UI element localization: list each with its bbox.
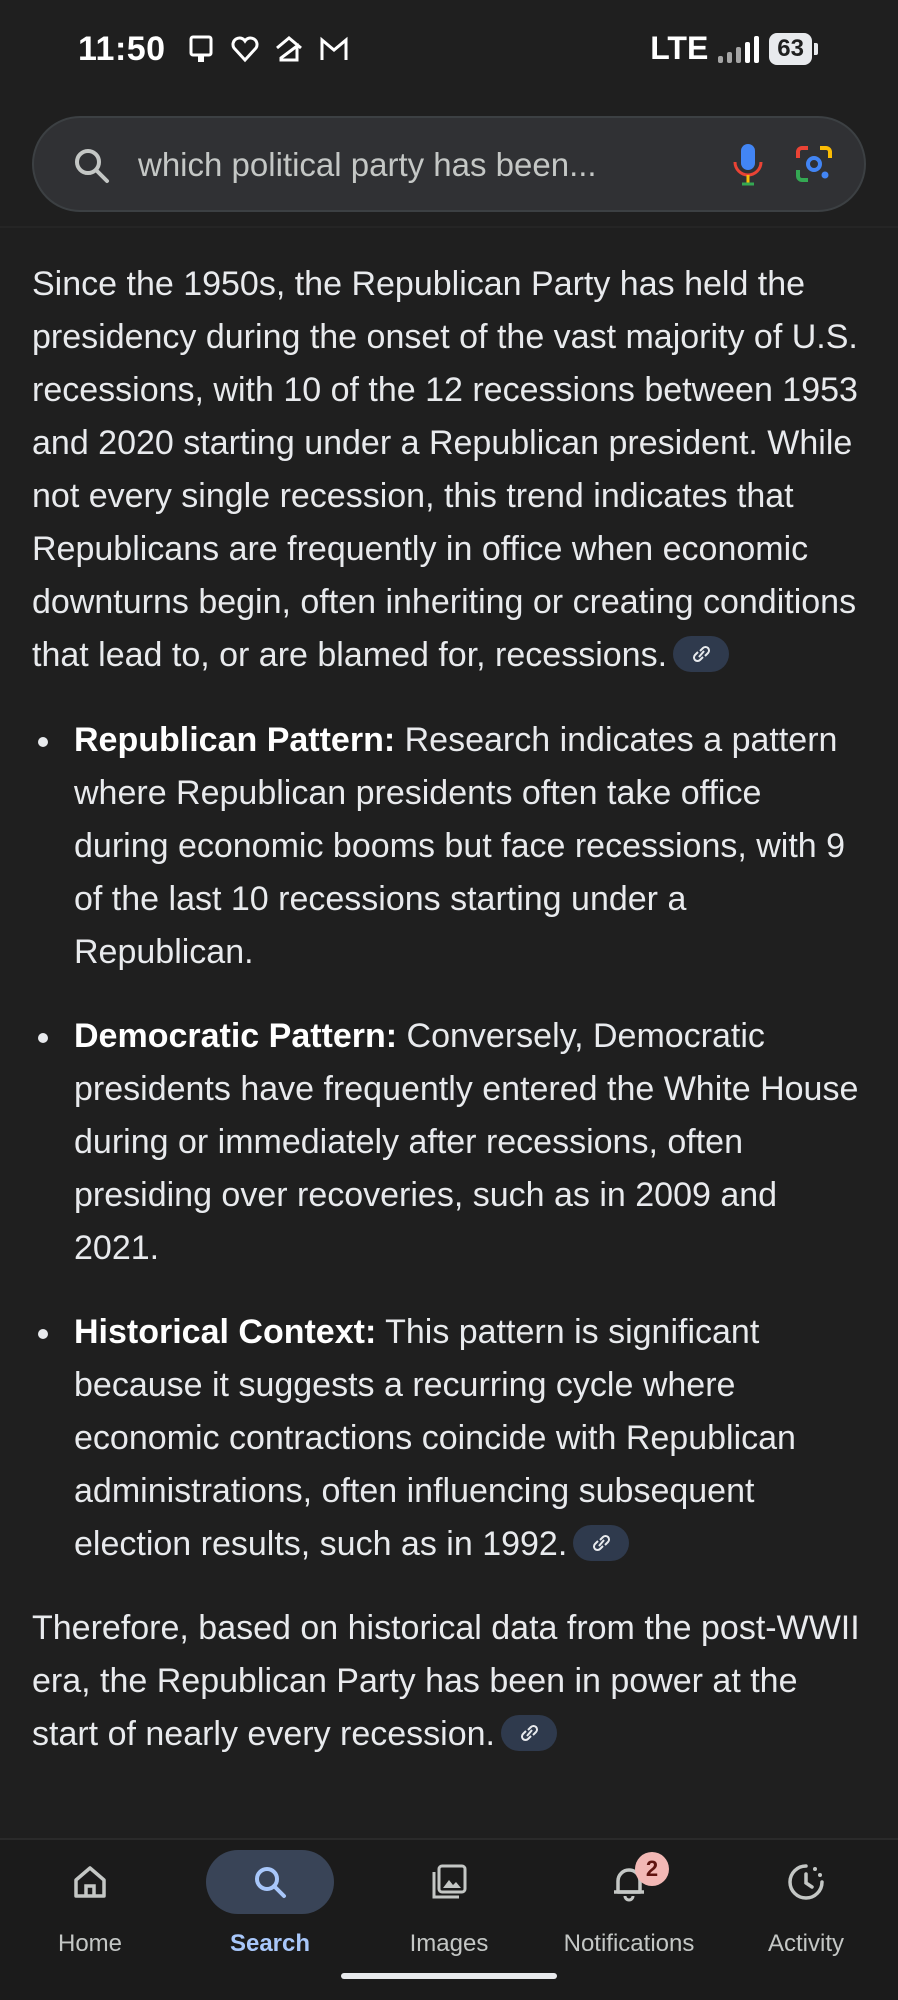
battery-icon [769, 33, 818, 65]
source-link-chip[interactable] [573, 1525, 629, 1561]
search-bar[interactable] [32, 116, 866, 212]
answer-intro: Since the 1950s, the Republican Party has held the presidency during the onset of the vast majority of U.S. recessions, with 10 of the 12 recessions between 1953 and 2020 starting under a Republican president. While not every single recession, this trend indicates that Republicans are frequently in office when economic downturns begin, often inheriting or creating conditions that lead to, or are blamed for, recessions. [32, 265, 858, 674]
source-link-chip[interactable] [501, 1715, 557, 1751]
source-link-chip[interactable] [673, 636, 729, 672]
status-time: 11:50 [78, 30, 166, 68]
search-query[interactable]: which political party has been... [138, 146, 597, 183]
search-icon [72, 146, 112, 186]
list-item: Historical Context: This pattern is significant because it suggests a recurring cycle where economic contractions coincide with Republican administrations, often influencing subsequent election results, such as in 1992. [32, 1306, 862, 1571]
home-icon [70, 1862, 110, 1902]
link-icon [518, 1723, 540, 1743]
list-item: Democratic Pattern: Conversely, Democratic presidents have frequently entered the White House during or immediately after recessions, often presiding over recoveries, such as in 2009 and 2021. [32, 1010, 862, 1275]
nav-images[interactable]: Images [359, 1840, 539, 1970]
lens-icon[interactable] [792, 142, 836, 186]
answer-conclusion: Therefore, based on historical data from the post-WWII era, the Republican Party has been in power at the start of nearly every recession. [32, 1609, 860, 1753]
mic-icon[interactable] [728, 140, 768, 192]
divider [0, 226, 898, 228]
nav-home[interactable]: Home [0, 1840, 180, 1970]
signal-icon [718, 35, 759, 63]
phone-icon [186, 34, 216, 64]
status-bar [0, 0, 898, 104]
notification-badge: 2 [635, 1852, 669, 1886]
nav-notifications[interactable]: 2 Notifications [539, 1840, 719, 1970]
notification-icons [186, 34, 350, 64]
activity-icon [786, 1862, 826, 1902]
nav-search[interactable]: Search [180, 1840, 360, 1970]
images-icon [429, 1862, 469, 1902]
home-gesture-bar[interactable] [341, 1973, 557, 1979]
gmail-icon [318, 34, 350, 64]
home-app-icon [274, 34, 304, 64]
answer-bullets [32, 714, 862, 1571]
network-type: LTE [650, 30, 709, 66]
link-icon [690, 644, 712, 664]
heart-icon [230, 34, 260, 64]
ai-answer [32, 258, 862, 1793]
nav-activity[interactable]: Activity [716, 1840, 896, 1970]
battery-level: 63 [769, 33, 812, 65]
list-item: Republican Pattern: Research indicates a pattern where Republican presidents often take office during economic booms but face recessions, with 9 of the last 10 recessions starting under a Republican. [32, 714, 862, 979]
link-icon [590, 1533, 612, 1553]
search-icon [250, 1862, 290, 1902]
